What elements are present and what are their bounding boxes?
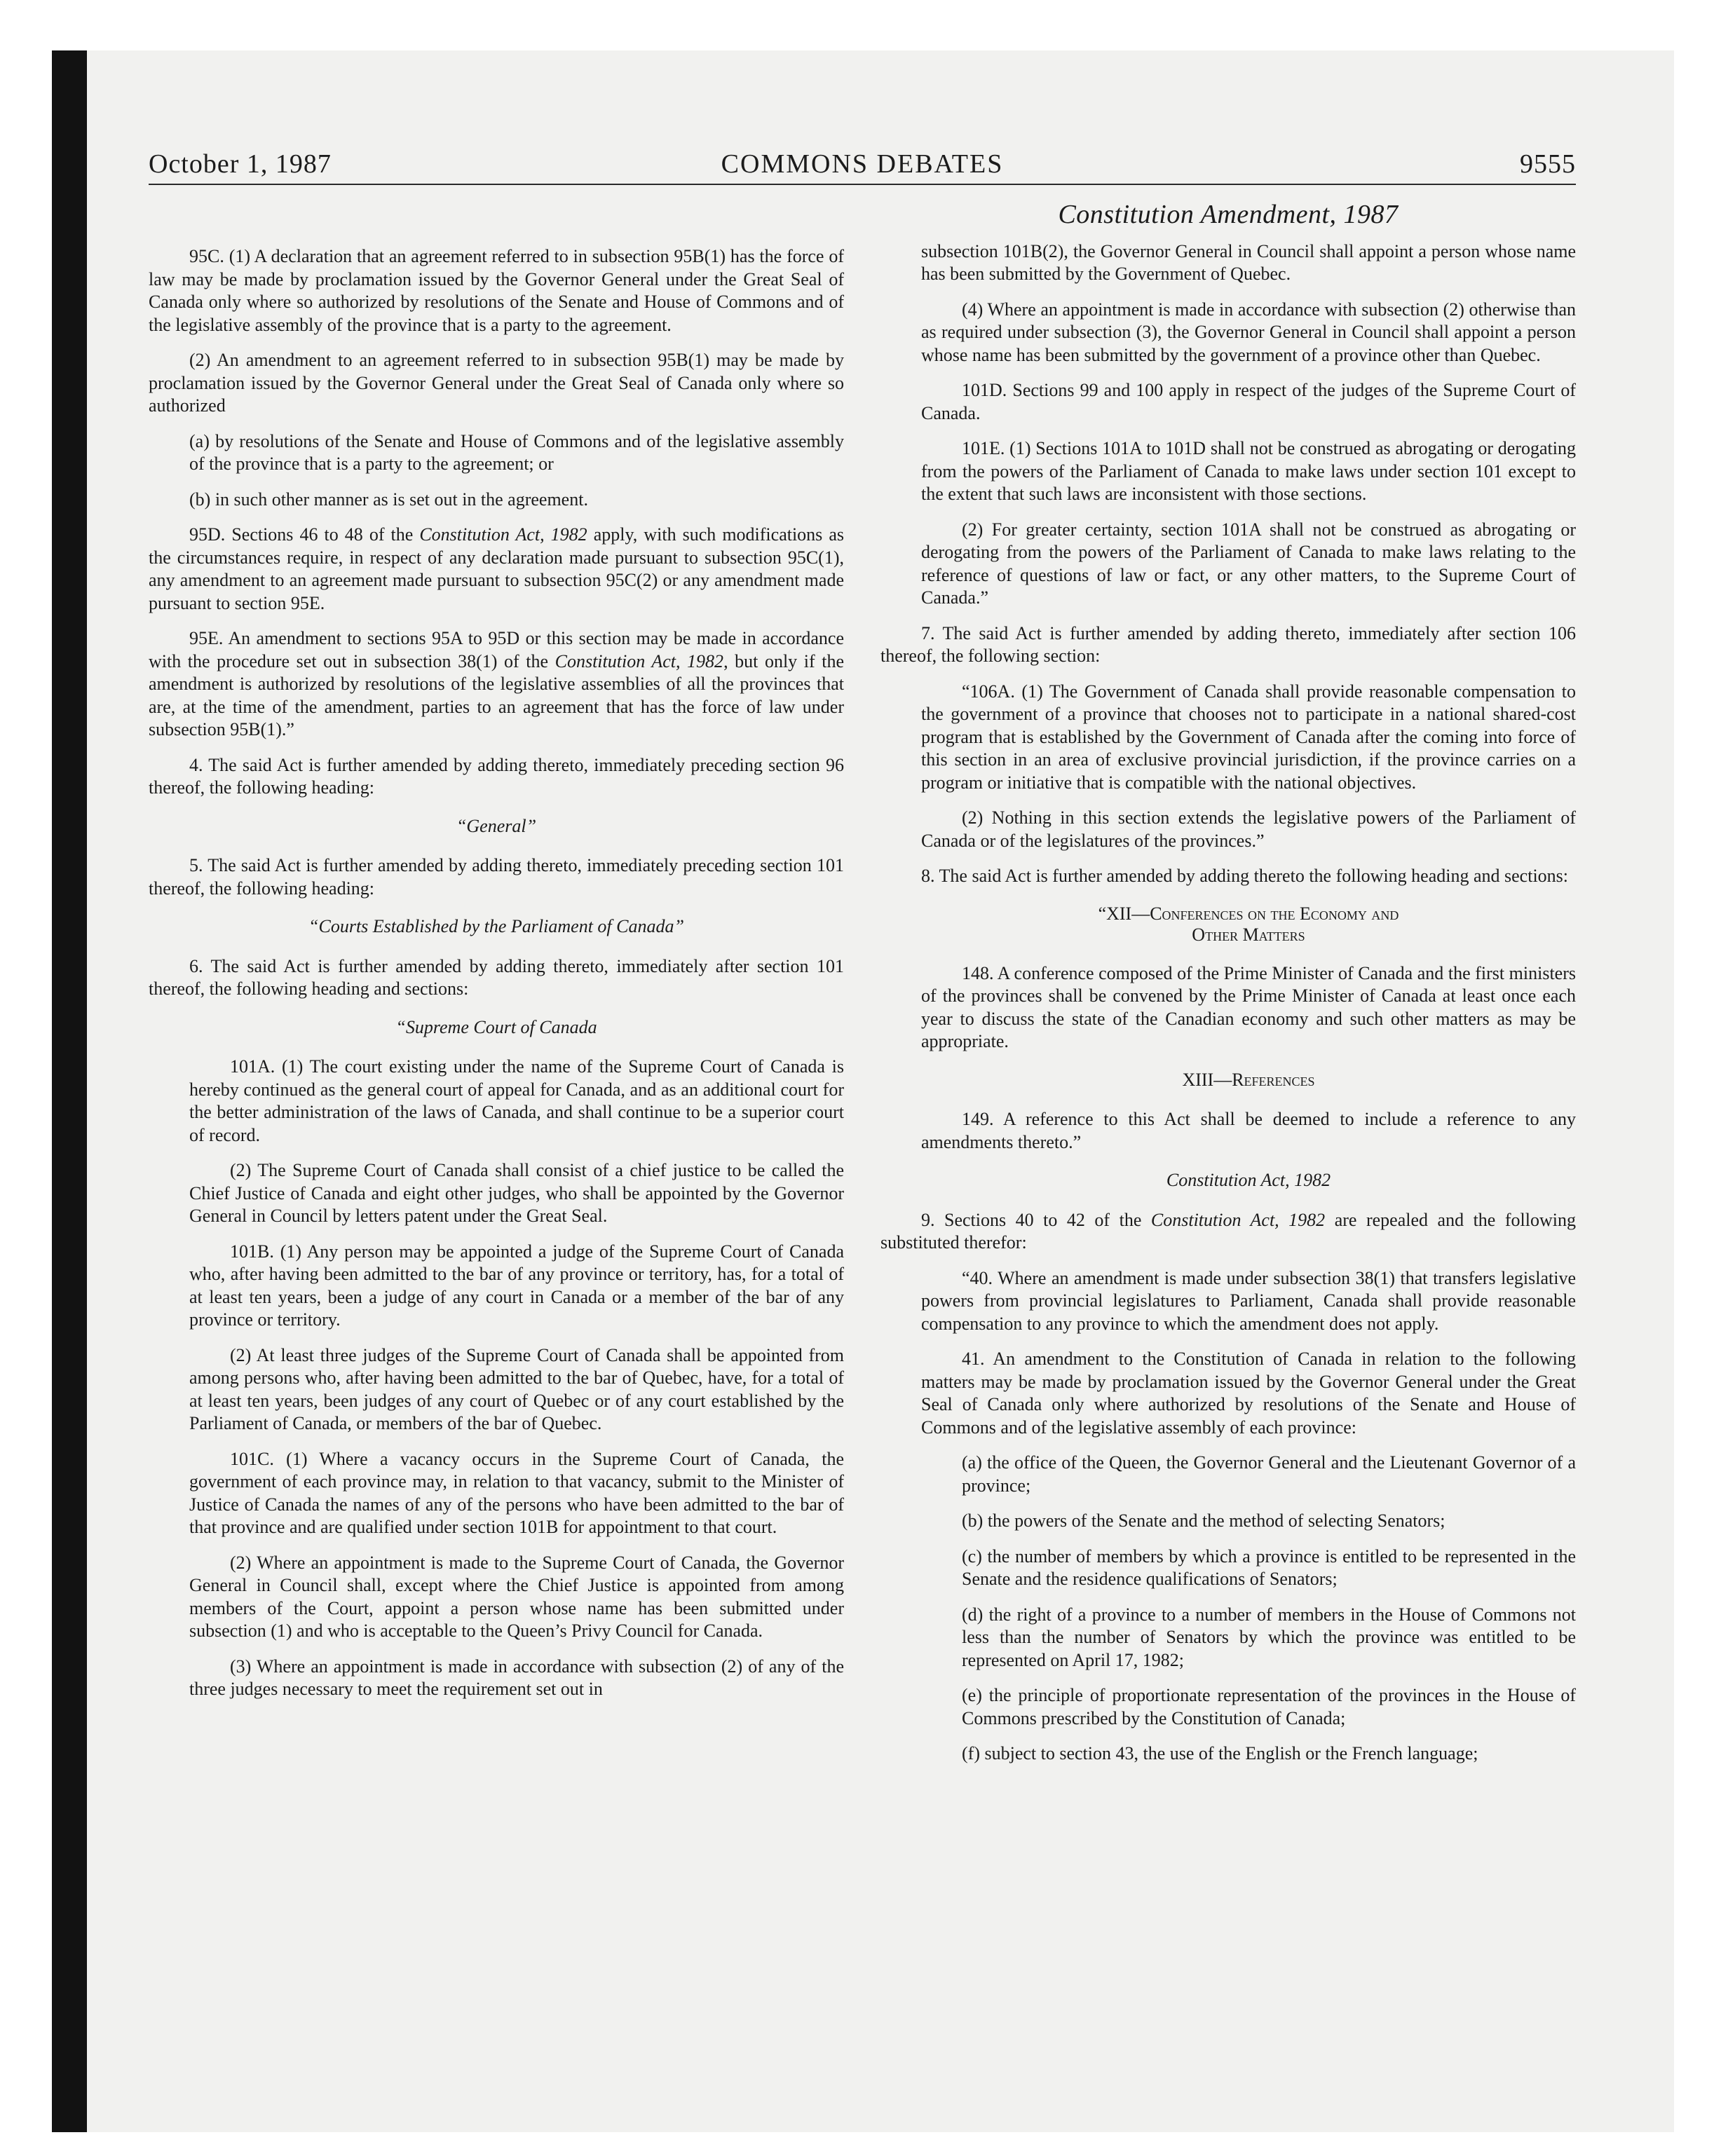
header-publication: COMMONS DEBATES <box>721 149 1004 179</box>
list-item: (b) the powers of the Senate and the method of selecting Senators; <box>962 1510 1445 1531</box>
paragraph: (2) For greater certainty, section 101A shall not be construed as abrogating or derogating from the powers of the Parliament of Canada to make laws relating to the reference of questions of law or fact, or any other matters, to the Supreme Court of Canada.” <box>921 519 1576 608</box>
list-item: (f) subject to section 43, the use of the English or the French language; <box>962 1743 1478 1763</box>
paragraph: 101A. (1) The court existing under the name of the Supreme Court of Canada is hereby continued as the general court of appeal for Canada, and as an additional court for the better administration of the laws of Canada, and shall continue to be a superior court of record. <box>189 1056 844 1145</box>
header-rule <box>149 184 1576 185</box>
header-date: October 1, 1987 <box>149 149 332 179</box>
header-page-number: 9555 <box>1520 149 1576 179</box>
paragraph: 101D. Sections 99 and 100 apply in respect of the judges of the Supreme Court of Canada. <box>921 380 1576 423</box>
list-item: (a) the office of the Queen, the Governor General and the Lieutenant Governor of a province; <box>962 1452 1576 1496</box>
paragraph: 95E. An amendment to sections 95A to 95D or this section may be made in accordance with the procedure set out in subsection 38(1) of the Constitution Act, 1982, but only if the amendment is authorized by resolutions of the legislative assemblies of all the provinces that are, at the time of the amendment, parties to an agreement that has the force of law under subsection 95B(1).” <box>149 628 844 739</box>
paragraph: 8. The said Act is further amended by adding thereto the following heading and sections: <box>921 866 1569 886</box>
running-title: Constitution Amendment, 1987 <box>1058 200 1399 229</box>
list-item: (b) in such other manner as is set out in the agreement. <box>189 489 588 510</box>
paragraph: 149. A reference to this Act shall be deemed to include a reference to any amendments thereto.” <box>921 1109 1576 1152</box>
paragraph: 7. The said Act is further amended by adding thereto, immediately after section 106 thereof, the following section: <box>880 622 1576 666</box>
section-heading: “Courts Established by the Parliament of Canada” <box>308 916 684 936</box>
paragraph: “106A. (1) The Government of Canada shall provide reasonable compensation to the government of a province that chooses not to participate in a national shared-cost program that is established by the Government of Canada after the coming into force of this section in an area of exclusive provincial jurisdiction, if the province carries on a program or initiative that is compatible with the national objectives. <box>921 681 1576 793</box>
paragraph: (4) Where an appointment is made in accordance with subsection (2) otherwise than as required under subsection (3), the Governor General in Council shall appoint a person whose name has been submitted by the government of a province other than Quebec. <box>921 299 1576 365</box>
section-heading: XIII—References <box>1182 1069 1315 1090</box>
paragraph: (2) Where an appointment is made to the Supreme Court of Canada, the Governor General in Council shall, except where the Chief Justice is appointed from among members of the Court, appoint a person whose name has been submitted under subsection (1) and who is acceptable to the Queen’s Privy Council for Canada. <box>189 1552 844 1641</box>
paragraph: 5. The said Act is further amended by adding thereto, immediately preceding section 101 thereof, the following heading: <box>149 855 844 899</box>
paragraph: (2) At least three judges of the Supreme Court of Canada shall be appointed from among persons who, after having been admitted to the bar of Quebec, have, for a total of at least ten years, been judges of any court of Quebec or of any court established by the Parliament of Canada, or members of the bar of Quebec. <box>189 1344 844 1433</box>
paragraph: (3) Where an appointment is made in accordance with subsection (2) of any of the three judges necessary to meet the requirement set out in <box>189 1656 844 1699</box>
left-column <box>149 245 844 1714</box>
paragraph: 4. The said Act is further amended by adding thereto, immediately preceding section 96 thereof, the following heading: <box>149 754 844 798</box>
list-item: (c) the number of members by which a province is entitled to be represented in the Senate and the residence qualifications of Senators; <box>962 1546 1576 1589</box>
list-item: (d) the right of a province to a number of members in the House of Commons not less than the number of Senators by which the province was entitled to be represented on April 17, 1982; <box>962 1604 1576 1670</box>
section-heading: “Supreme Court of Canada <box>395 1016 597 1037</box>
paragraph: (2) Nothing in this section extends the legislative powers of the Parliament of Canada or of the legislatures of the provinces.” <box>921 807 1576 851</box>
paragraph: (2) An amendment to an agreement referred to in subsection 95B(1) may be made by proclamation issued by the Governor General under the Great Seal of Canada only where so authorized <box>149 350 844 416</box>
paragraph: “40. Where an amendment is made under subsection 38(1) that transfers legislative powers from provincial legislatures to Parliament, Canada shall provide reasonable compensation to any province to which the amendment does not apply. <box>921 1267 1576 1334</box>
paragraph: (2) The Supreme Court of Canada shall consist of a chief justice to be called the Chief Justice of Canada and eight other judges, who shall be appointed by the Governor General in Council by letters patent under the Great Seal. <box>189 1160 844 1226</box>
paragraph: 41. An amendment to the Constitution of Canada in relation to the following matters may be made by proclamation issued by the Governor General under the Great Seal of Canada only where authorized by resolutions of the Senate and House of Commons and of the legislative assembly of each province: <box>921 1349 1576 1438</box>
paragraph: 95C. (1) A declaration that an agreement referred to in subsection 95B(1) has the force of law may be made by proclamation issued by the Governor General under the Great Seal of Canada only where so authorized by resolutions of the Senate and House of Commons and of the legislative assembly of the province that is a party to the agreement. <box>149 246 844 335</box>
paragraph: 9. Sections 40 to 42 of the Constitution Act, 1982 are repealed and the following substituted therefor: <box>880 1209 1576 1253</box>
paragraph: subsection 101B(2), the Governor General in Council shall appoint a person whose name has been submitted by the Government of Quebec. <box>921 240 1576 284</box>
paragraph: 148. A conference composed of the Prime Minister of Canada and the first ministers of the provinces shall be convened by the Prime Minister of Canada at least once each year to discuss the state of the Canadian economy and such other matters as may be appropriate. <box>921 962 1576 1051</box>
list-item: (a) by resolutions of the Senate and House of Commons and of the legislative assembly of the province that is a party to the agreement; or <box>189 430 844 474</box>
paragraph: 101E. (1) Sections 101A to 101D shall not be construed as abrogating or derogating from the powers of the Parliament of Canada to make laws under section 101 except to the extent that such laws are inconsistent with those sections. <box>921 438 1576 504</box>
right-column <box>880 200 1576 1778</box>
section-heading: Constitution Act, 1982 <box>1166 1170 1331 1190</box>
paragraph: 101C. (1) Where a vacancy occurs in the Supreme Court of Canada, the government of each province may, in relation to that vacancy, submit to the Minister of Justice of Canada the names of any of the persons who have been admitted to the bar of that province and are qualified under section 101B for appointment to that court. <box>189 1448 844 1537</box>
paragraph: 101B. (1) Any person may be appointed a judge of the Supreme Court of Canada who, after having been admitted to the bar of any province or territory, has, for a total of at least ten years, been a judge of any court in Canada or a member of the bar of any province or territory. <box>189 1241 844 1330</box>
paragraph: 95D. Sections 46 to 48 of the Constitution Act, 1982 apply, with such modifications as the circumstances require, in respect of any declaration made pursuant to subsection 95C(1), any amendment to an agreement made pursuant to subsection 95C(2) or any amendment made pursuant to section 95E. <box>149 524 844 613</box>
section-heading: “General” <box>456 815 537 836</box>
scan-binding-edge <box>52 50 87 2132</box>
section-heading: “XII—Conferences on the Economy and Other Matters <box>1098 903 1399 945</box>
list-item: (e) the principle of proportionate representation of the provinces in the House of Commons prescribed by the Constitution of Canada; <box>962 1685 1576 1728</box>
page-header <box>149 149 1576 185</box>
paragraph: 6. The said Act is further amended by adding thereto, immediately after section 101 thereof, the following heading and sections: <box>149 955 844 999</box>
